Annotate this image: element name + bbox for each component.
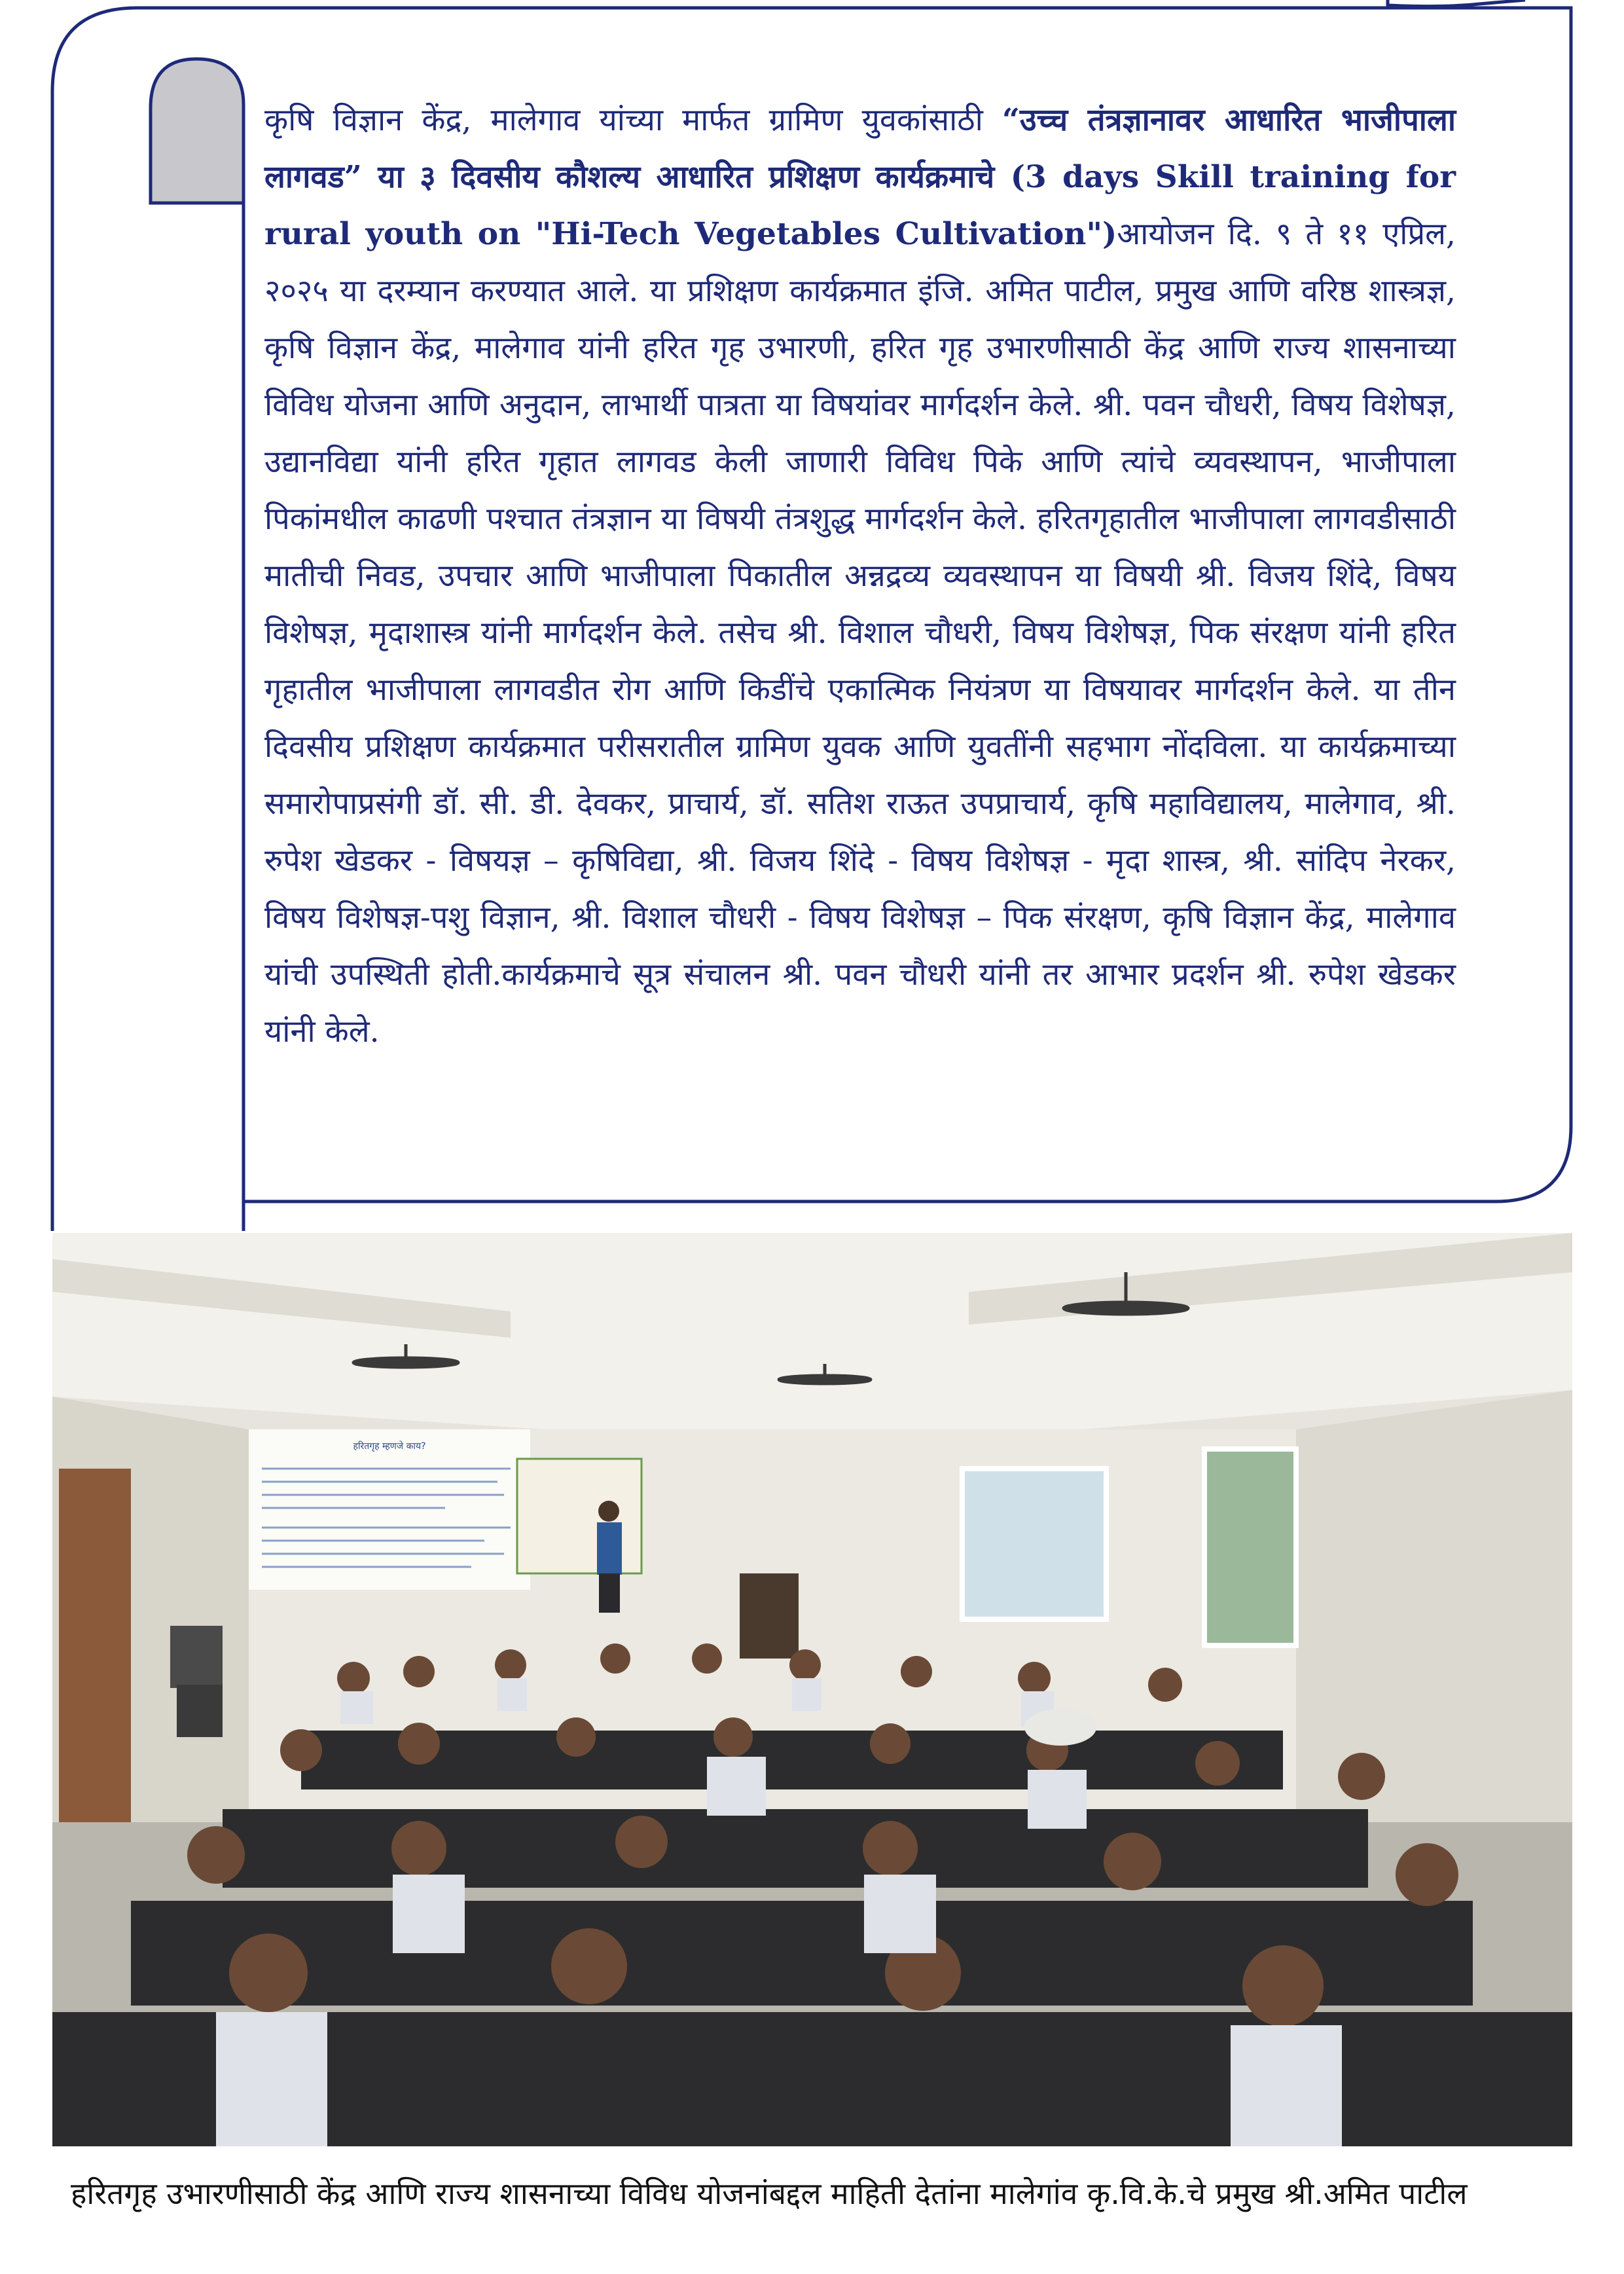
article-intro: कृषि विज्ञान केंद्र, मालेगाव यांच्या मार्फत ग्रामिण युवकांसाठी (264, 102, 1002, 138)
training-photo (52, 1233, 1572, 2146)
article-body (264, 92, 1456, 1060)
banner (517, 1459, 641, 1573)
podium (740, 1573, 799, 1659)
quote-mark-icon (151, 59, 244, 203)
article-details: आयोजन दि. ९ ते ११ एप्रिल, २०२५ या दरम्यान करण्यात आले. या प्रशिक्षण कार्यक्रमात इंजि. अमित पाटील, प्रमुख आणि वरिष्ठ शास्त्रज्ञ, कृषि विज्ञान केंद्र, मालेगाव यांनी हरित गृह उभारणी, हरित गृह उभारणीसाठी केंद्र आणि राज्य शासनाच्या विविध योजना आणि अनुदान, लाभार्थी पात्रता या विषयांवर मार्गदर्शन केले. श्री. पवन चौधरी, विषय विशेषज्ञ, उद्यानविद्या यांनी हरित गृहात लागवड केली जाणारी विविध पिके आणि त्यांचे व्यवस्थापन, भाजीपाला पिकांमधील काढणी पश्चात तंत्रज्ञान या विषयी तंत्रशुद्ध मार्गदर्शन केले. हरितगृहातील भाजीपाला लागवडीसाठी मातीची निवड, उपचार आणि भाजीपाला पिकातील अन्नद्रव्य व्यवस्थापन या विषयी श्री. विजय शिंदे, विषय विशेषज्ञ, मृदाशास्त्र यांनी मार्गदर्शन केले. तसेच श्री. विशाल चौधरी, विषय विशेषज्ञ, पिक संरक्षण यांनी हरित गृहातील भाजीपाला लागवडीत रोग आणि किडींचे एकात्मिक नियंत्रण या विषयावर मार्गदर्शन केले. या तीन दिवसीय प्रशिक्षण कार्यक्रमात परीसरातील ग्रामिण युवक आणि युवतींनी सहभाग नोंदविला. या कार्यक्रमाच्या समारोपाप्रसंगी डॉ. सी. डी. देवकर, प्राचार्य, डॉ. सतिश राऊत उपप्राचार्य, कृषि महाविद्यालय, मालेगाव, श्री. रुपेश खेडकर - विषयज्ञ – कृषिविद्या, श्री. विजय शिंदे - विषय विशेषज्ञ - मृदा शास्त्र, श्री. सांदिप नेरकर, विषय विशेषज्ञ-पशु विज्ञान, श्री. विशाल चौधरी - विषय विशेषज्ञ – पिक संरक्षण, कृषि विज्ञान केंद्र, मालेगाव यांची उपस्थिती होती.कार्यक्रमाचे सूत्र संचालन श्री. पवन चौधरी यांनी तर आभार प्रदर्शन श्री. रुपेश खेडकर यांनी केले. (264, 216, 1456, 1050)
photo-caption: हरितगृह उभारणीसाठी केंद्र आणि राज्य शासनाच्या विविध योजनांबद्दल माहिती देतांना मालेगांव कृ.वि.के.चे प्रमुख श्री.अमित पाटील (71, 2176, 1468, 2211)
program-title: “उच्च तंत्रज्ञानावर आधारित भाजीपाला लागवड” या ३ दिवसीय कौशल्य आधारित प्रशिक्षण कार्यक्रमाचे (3 days Skill training for rural youth on "Hi-Tech Vegetables Cultivation") (264, 102, 1456, 252)
window (962, 1469, 1106, 1619)
door (59, 1469, 131, 1861)
corner-arc (1388, 0, 1525, 7)
projected-slide (249, 1429, 530, 1590)
classroom-scene (52, 1233, 1572, 2146)
slide-title: हरितगृह म्हणजे काय? (353, 1441, 426, 1452)
